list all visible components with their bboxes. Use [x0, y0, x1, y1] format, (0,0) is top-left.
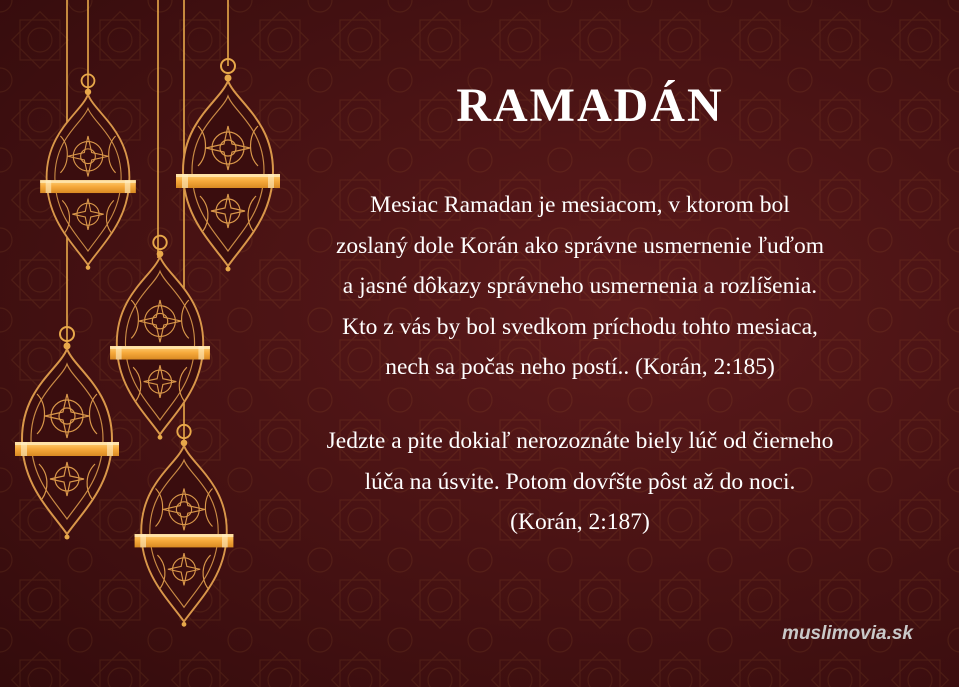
verse-line: Kto z vás by bol svedkom príchodu tohto mesiaca, — [342, 313, 818, 340]
verse-line: a jasné dôkazy správneho usmernenia a rozlíšenia. — [342, 273, 818, 299]
quran-verse-2-185 — [265, 185, 895, 388]
lantern-4-icon — [15, 327, 119, 540]
verse-line: zoslaný dole Korán ako správne usmernenie ľuďom — [335, 232, 825, 259]
page-title: RAMADÁN — [456, 79, 724, 132]
lantern-3-icon — [110, 236, 210, 440]
verse-line: nech sa počas neho postí.. (Korán, 2:185) — [385, 354, 775, 380]
verse-line: Mesiac Ramadan je mesiacom, v ktorom bol — [370, 192, 790, 218]
verse-line: Jedzte a pite dokiaľ nerozoznáte biely lúč od čierneho — [326, 428, 834, 454]
verse-line: (Korán, 2:187) — [510, 509, 650, 535]
lantern-5-icon — [135, 425, 234, 627]
lanterns-decoration — [0, 0, 300, 687]
quran-verse-2-187 — [265, 421, 895, 543]
verse-line: lúča na úsvite. Potom dovŕšte pôst až do noci. — [364, 468, 796, 495]
site-watermark: muslimovia.sk — [782, 623, 913, 644]
lantern-1-icon — [40, 74, 136, 270]
